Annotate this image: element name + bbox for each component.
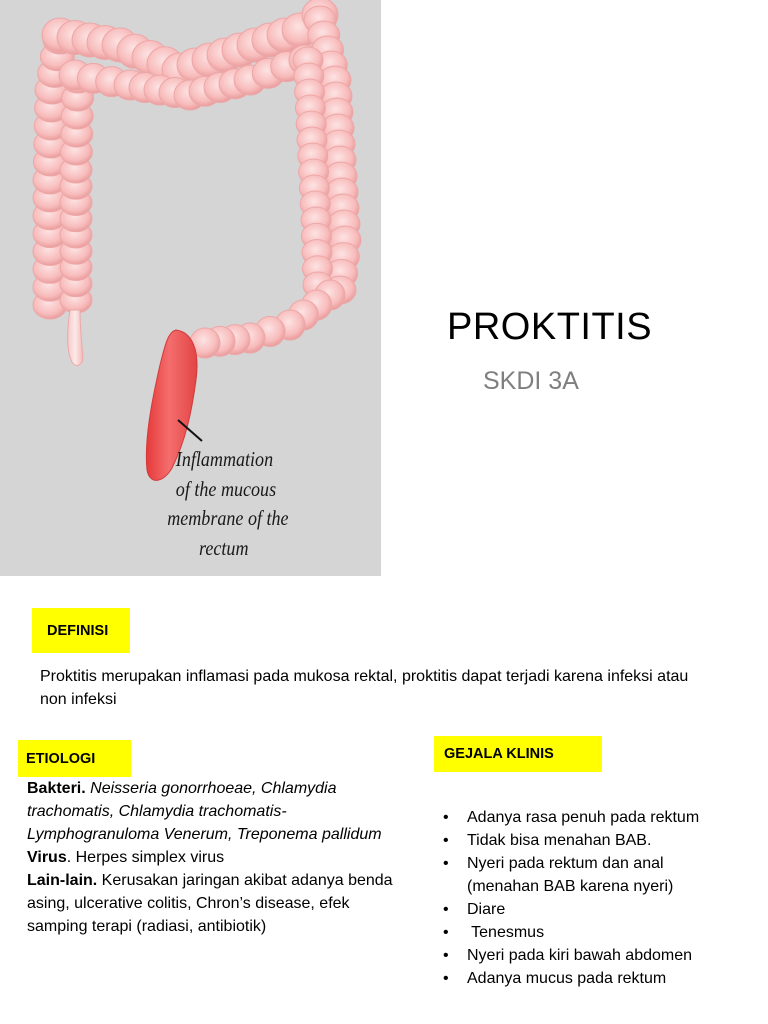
gejala-item: • Nyeri pada rektum dan anal (menahan BAB karena nyeri): [440, 852, 740, 898]
etiologi-bakteri: [27, 777, 407, 846]
gejala-item: • Tenesmus: [440, 921, 740, 944]
caption-line: rectum: [199, 535, 249, 560]
illustration-caption: [150, 445, 305, 563]
definisi-heading: [32, 608, 130, 653]
gejala-item: • Nyeri pada kiri bawah abdomen: [440, 944, 740, 967]
gejala-item: • Tidak bisa menahan BAB.: [440, 829, 740, 852]
bakteri-text: Neisseria gonorrhoeae, Chlamydia trachomatis, Chlamydia trachomatis-Lymphogranuloma Venerum, Treponema pallidum: [27, 780, 382, 843]
etiologi-virus: [27, 846, 407, 869]
lain-text: Kerusakan jaringan akibat adanya benda asing, ulcerative colitis, Chron’s disease, efek samping terapi (radiasi, antibiotik): [27, 872, 393, 935]
gejala-heading: [434, 736, 602, 772]
caption-line: of the mucous: [175, 476, 277, 501]
gejala-list: [440, 806, 740, 990]
virus-label: Virus: [27, 849, 67, 866]
gejala-item: • Adanya rasa penuh pada rektum: [440, 806, 740, 829]
etiologi-heading-label: ETIOLOGI: [26, 750, 96, 767]
gejala-heading-label: GEJALA KLINIS: [444, 746, 554, 762]
colon-illustration: [0, 0, 381, 576]
etiologi-text: [27, 777, 407, 938]
caption-line: Inflammation: [175, 447, 274, 471]
caption-line: membrane of the: [167, 506, 289, 530]
definisi-text: Proktitis merupakan inflamasi pada mukosa rektal, proktitis dapat terjadi karena infeksi atau non infeksi: [40, 668, 689, 708]
gejala-item: • Adanya mucus pada rektum: [440, 967, 740, 990]
etiologi-heading: [18, 740, 131, 777]
definisi-heading-label: DEFINISI: [47, 622, 109, 639]
etiologi-lain: [27, 869, 407, 938]
virus-text: . Herpes simplex virus: [66, 849, 225, 866]
lain-label: Lain-lain.: [27, 872, 98, 889]
bakteri-label: Bakteri.: [27, 780, 86, 797]
page-title: PROKTITIS: [447, 306, 653, 348]
gejala-item: • Diare: [440, 898, 740, 921]
page-subtitle: SKDI 3A: [483, 367, 579, 395]
